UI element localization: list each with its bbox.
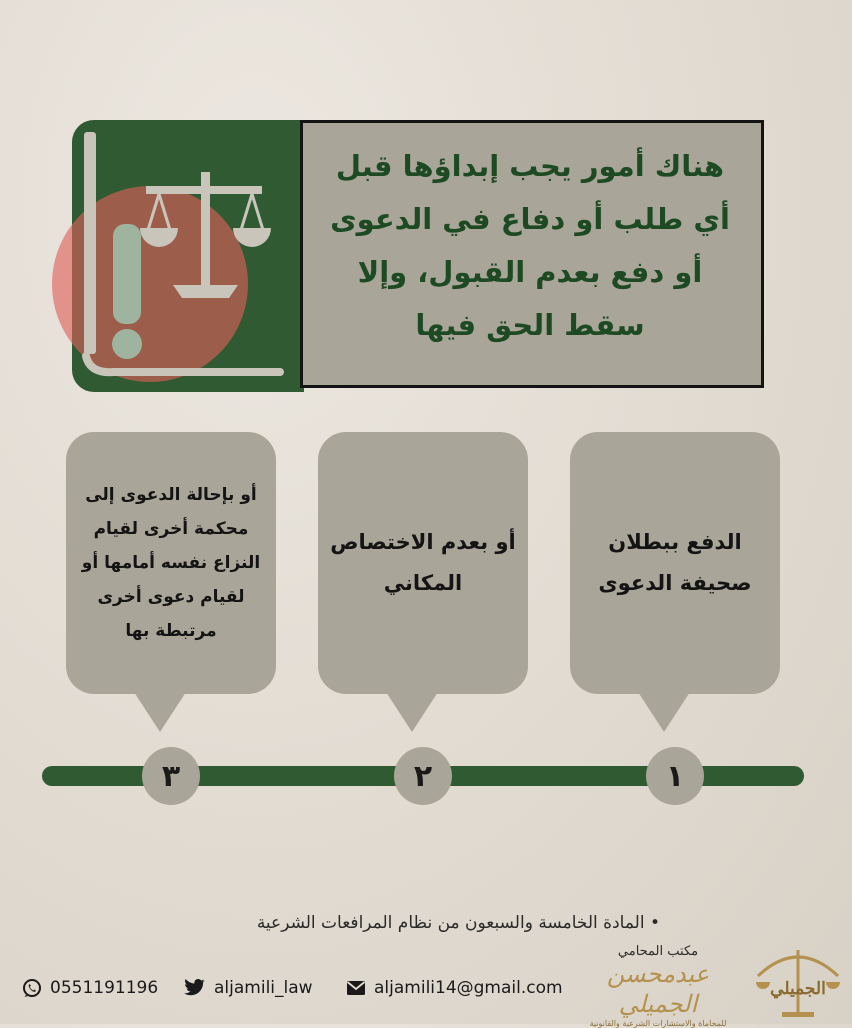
step-2-number: ٢	[413, 758, 433, 794]
card-1-text: الدفع ببطلان صحيفة الدعوى	[598, 530, 752, 595]
step-1-number: ١	[665, 758, 685, 794]
card-3-pointer	[134, 692, 186, 732]
card-1	[570, 432, 780, 694]
banner-line-4: سقط الحق فيها	[415, 308, 645, 342]
step-3-circle	[142, 747, 200, 805]
scales-warning-icon	[24, 120, 308, 395]
card-3-text: أو بإحالة الدعوى إلى محكمة أخرى لقيام النزاع نفسه أمامها أو لقيام دعوى أخرى مرتبطة بها	[81, 485, 261, 641]
email-icon	[346, 980, 366, 996]
office-logo	[578, 944, 738, 1028]
twitter-icon	[184, 979, 206, 997]
whatsapp-icon	[22, 978, 42, 998]
email-address: aljamili14@gmail.com	[374, 978, 563, 998]
step-1-circle	[646, 747, 704, 805]
office-label: مكتب المحامي	[617, 944, 699, 959]
emblem-logo-icon	[752, 938, 844, 1020]
card-1-pointer	[638, 692, 690, 732]
banner-heading	[304, 140, 756, 352]
phone-contact[interactable]	[22, 978, 158, 998]
card-3	[66, 432, 276, 694]
legal-source	[160, 913, 660, 933]
card-2-text: أو بعدم الاختصاص المكاني	[330, 530, 516, 595]
banner-line-1: هناك أمور يجب إبداؤها قبل	[335, 149, 725, 183]
email-contact[interactable]	[346, 978, 563, 998]
twitter-contact[interactable]	[184, 978, 313, 998]
step-3-number: ٣	[161, 758, 181, 794]
card-2-pointer	[386, 692, 438, 732]
office-tagline: للمحاماة والاستشارات الشرعية والقانونية	[589, 1019, 727, 1028]
office-name: عبدمحسن الجميلي	[606, 960, 710, 1018]
step-2-circle	[394, 747, 452, 805]
legal-source-text: المادة الخامسة والسبعون من نظام المرافعات الشرعية	[256, 913, 645, 933]
banner-line-3: أو دفع بعدم القبول، وإلا	[357, 255, 703, 289]
phone-number: 0551191196	[50, 978, 159, 998]
bullet-icon: •	[644, 913, 660, 933]
alert-circle-shape	[52, 186, 248, 382]
card-2	[318, 432, 528, 694]
twitter-handle: aljamili_law	[214, 978, 313, 998]
banner-line-2: أي طلب أو دفاع في الدعوى	[330, 202, 730, 236]
emblem-text: الجميلي	[770, 979, 826, 999]
